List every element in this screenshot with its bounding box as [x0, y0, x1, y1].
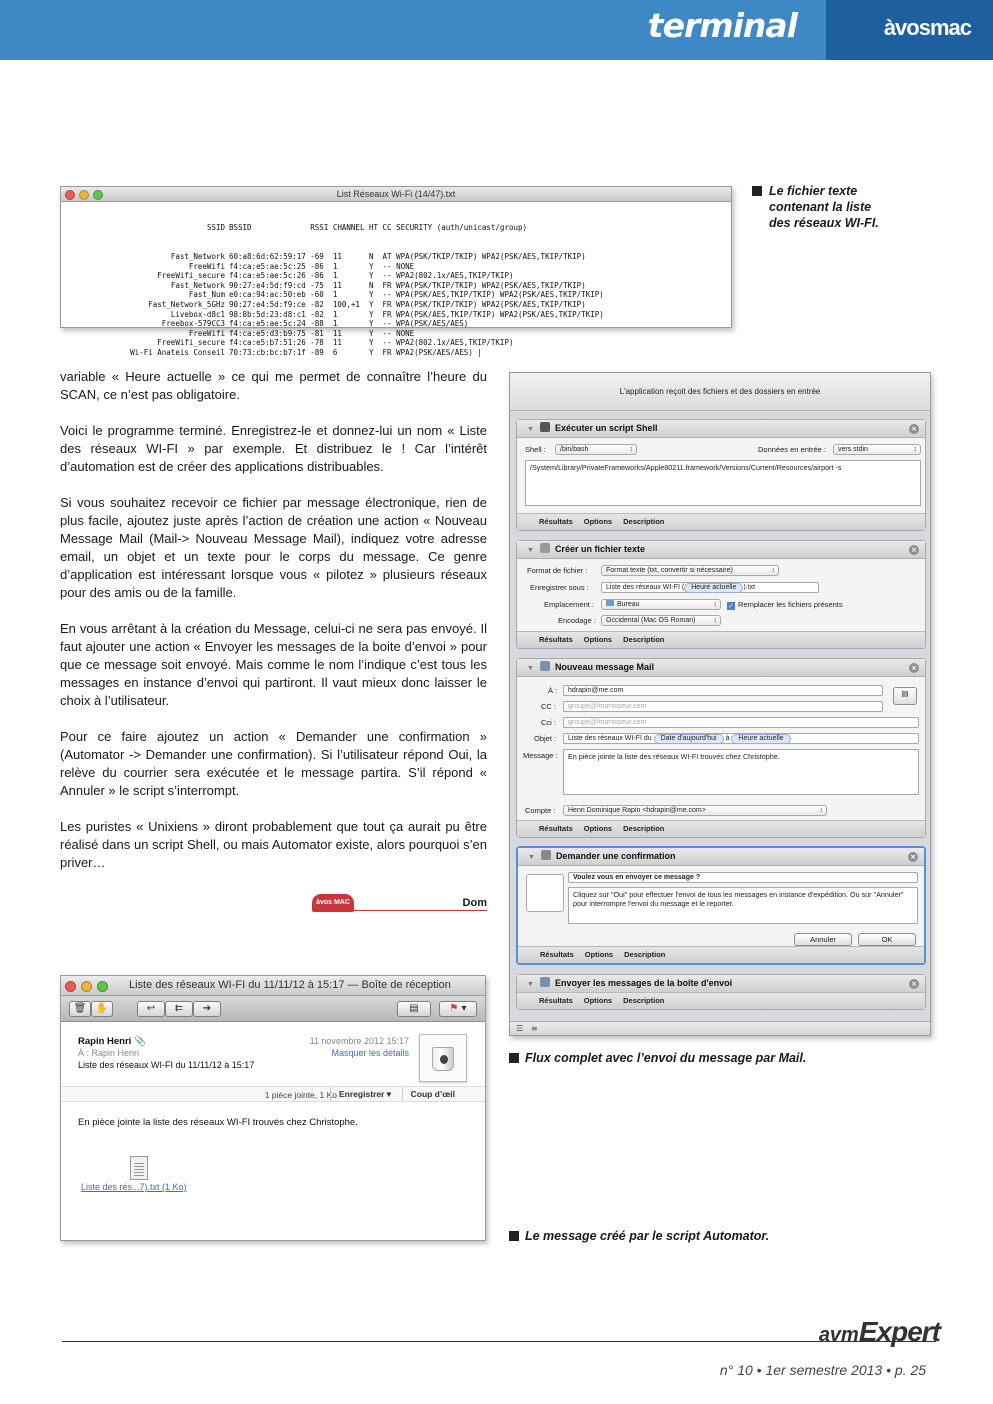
magazine-logo: avmExpert: [818, 1316, 940, 1347]
action-title-label: Envoyer les messages de la boîte d'envoi: [554, 978, 733, 988]
network-details-cell: e0:ca:94:ac:50:eb -60 1 Y -- WPA(PSK/AES,TKIP/TKIP) WPA2(PSK/AES,TKIP/TKIP): [229, 290, 604, 300]
network-details-cell: f4:ca:e5:d3:b9:75 -81 11 Y -- NONE: [229, 328, 415, 338]
footer-rule: [62, 1341, 936, 1342]
window-titlebar: [61, 976, 485, 996]
printer-icon: ▤: [409, 1003, 419, 1014]
scan-row: [67, 319, 725, 329]
junk-button[interactable]: [91, 1001, 113, 1017]
network-details-cell: f4:ca:e5:ae:5c:24 -88 1 Y -- WPA(PSK/AES/AES): [229, 319, 469, 329]
caption-text: Le message créé par le script Automator.: [525, 1229, 770, 1243]
date: 11 novembre 2012 15:17: [309, 1036, 409, 1046]
traffic-lights: [65, 981, 108, 992]
minimize-icon[interactable]: [79, 190, 89, 200]
mail-window: [60, 975, 486, 1241]
signature-logo: àvos MAC: [312, 894, 354, 912]
description-tab[interactable]: Description: [623, 635, 665, 644]
subject-mid: à: [725, 735, 730, 742]
minimize-icon[interactable]: [81, 981, 92, 992]
cc-label: CC :: [541, 702, 556, 711]
ssid-cell: FreeWifi: [188, 328, 225, 338]
attachment-link[interactable]: Liste des rés...7).txt (1 Ko): [81, 1182, 187, 1192]
account-label: Compte :: [525, 806, 556, 815]
save-as-suffix: ).txt: [743, 584, 756, 591]
scan-row: [67, 310, 725, 320]
ssid-cell: FreeWifi_secure: [157, 271, 225, 281]
options-tab[interactable]: Options: [583, 824, 613, 833]
ssid-cell: Fast_Num: [188, 290, 225, 300]
account-select[interactable]: Henri Dominique Rapin <hdrapin@me.com> ↕: [563, 805, 827, 816]
input-select[interactable]: vers stdin ↕: [833, 444, 921, 455]
close-icon[interactable]: [65, 190, 75, 200]
folder-icon: [606, 600, 614, 606]
brand-box: [826, 0, 993, 60]
message-header: [61, 1023, 485, 1091]
network-details-cell: f4:ca:e5:ae:5c:26 -86 1 Y -- WPA2(802.1x/AES,TKIP/TKIP): [229, 271, 514, 281]
paragraph: Voici le programme terminé. Enregistrez-le et donnez-lui un nom « Liste des réseaux WI-FI » par exemple. Et distribuez le ! Car l’intérêt d’automation est de créer des applications distribuables.: [60, 423, 487, 474]
print-button[interactable]: [397, 1001, 431, 1017]
forward-button[interactable]: [193, 1001, 221, 1017]
window-title: Liste des réseaux WI-FI du 11/11/12 à 15:17 — Boîte de réception: [129, 979, 451, 991]
action-run-shell-script[interactable]: [516, 419, 926, 531]
location-value: Bureau: [617, 601, 640, 608]
col-ssid-header: SSID: [206, 223, 225, 233]
paragraph: variable « Heure actuelle » ce qui me permet de connaître l’heure du SCAN, ce n’est pas obligatoire.: [60, 369, 487, 402]
paragraph: Si vous souhaitez recevoir ce fichier par message électronique, rien de plus facile, ajoutez juste après l’action de création une action « Nouveau Message Mail (Mail-> Nouveau Message Mail), indiquez votre adresse email, un objet et un texte pour le corps du message. Ce genre d’application est intéressant lorsque vous « pilotez » plusieurs réseaux pour des amis ou de la famille.: [60, 495, 487, 600]
scan-row: [67, 271, 725, 281]
author-signature: [304, 893, 487, 913]
scan-row: [67, 338, 725, 348]
caption-bullet: [509, 1231, 519, 1241]
scan-row: [67, 281, 725, 291]
col-rest-header: BSSID RSSI CHANNEL HT CC SECURITY (auth/unicast/group): [229, 223, 528, 233]
automator-window: [509, 372, 931, 1036]
signature-rule: [352, 910, 487, 911]
description-tab[interactable]: Description: [623, 824, 665, 833]
scan-row: [67, 262, 725, 272]
address-book-icon: ▤: [901, 689, 909, 698]
log-view-icon[interactable]: ≡: [530, 1024, 538, 1033]
text-file-icon[interactable]: [130, 1156, 148, 1180]
reply-button[interactable]: [137, 1001, 165, 1017]
scan-row: [67, 252, 725, 262]
action-title-label: Exécuter un script Shell: [554, 423, 658, 433]
checkmark-icon: ✓: [728, 603, 734, 610]
caption-bullet: [509, 1053, 519, 1063]
detail-textarea[interactable]: Cliquez sur "Oui" pour effectuer l'envoi de tous les messages en instance d'expédition. Ou sur "Annuler" pour interrompre l'envoi du message et le reporter.: [568, 887, 918, 924]
action-title: [517, 659, 925, 677]
action-create-text-file[interactable]: [516, 540, 926, 649]
list-view-icon[interactable]: ☰: [516, 1024, 524, 1033]
action-title: [517, 541, 925, 559]
remove-action-icon[interactable]: ×: [909, 663, 919, 673]
caption-line: contenant la liste: [769, 200, 872, 214]
caption-line: Le fichier texte: [769, 184, 858, 198]
figure3-caption: [509, 1229, 769, 1243]
message-textarea[interactable]: En pièce jointe la liste des réseaux WI-FI trouvés chez Christophe.: [563, 749, 919, 795]
save-as-prefix: Liste des réseaux WI-FI (: [606, 584, 685, 591]
results-tab[interactable]: Résultats: [539, 517, 573, 526]
options-tab[interactable]: Options: [583, 635, 613, 644]
scan-header: [67, 223, 725, 233]
replace-label: Remplacer les fichiers présents: [738, 600, 843, 609]
action-new-mail-message[interactable]: [516, 658, 926, 838]
action-footer: [517, 513, 925, 530]
issue-info: n° 10 • 1er semestre 2013 • p. 25: [719, 1362, 926, 1378]
paragraph: Pour ce faire ajoutez un action « Demander une confirmation » (Automator -> Demander une confirmation). Si l’utilisateur répond Oui, la relève du courrier sera exécutée et le message partira. S’il répond « Annuler » le script s’interrompt.: [60, 729, 487, 798]
mail-icon: [540, 977, 550, 987]
action-ask-confirmation[interactable]: [516, 846, 926, 965]
results-tab[interactable]: Résultats: [540, 950, 574, 959]
network-details-cell: 90:27:e4:5d:f9:ce -82 100,+1 Y FR WPA(PSK/TKIP/TKIP) WPA2(PSK/AES,TKIP/TKIP): [229, 299, 586, 309]
hide-details-link[interactable]: Masquer les détails: [331, 1048, 409, 1058]
traffic-lights: [65, 190, 103, 200]
sender-name[interactable]: Rapin Henri 📎: [78, 1036, 146, 1047]
bcc-label: Cci :: [541, 718, 556, 727]
encoding-label: Encodage :: [558, 616, 596, 625]
cancel-button[interactable]: Annuler: [794, 933, 852, 946]
bcc-field[interactable]: groupe@fournisseur.com: [563, 717, 919, 728]
subject-label: Objet :: [534, 734, 557, 743]
results-tab[interactable]: Résultats: [539, 824, 573, 833]
mug-icon: [432, 1047, 454, 1071]
options-tab[interactable]: Options: [583, 517, 613, 526]
caption-bullet: [752, 186, 762, 196]
subject: Liste des réseaux WI-FI du 11/11/12 à 15:17: [78, 1060, 255, 1070]
scan-output: [61, 202, 731, 379]
options-tab[interactable]: Options: [583, 996, 613, 1005]
mail-toolbar: [61, 996, 485, 1022]
action-footer: [518, 946, 924, 963]
paperclip-icon: 📎: [133, 1036, 146, 1047]
apple-logo-icon: [440, 1055, 448, 1064]
workflow-statusbar: [510, 1021, 930, 1035]
ssid-cell: Freebox-579CC3: [161, 319, 225, 329]
network-details-cell: 70:73:cb:bc:b7:1f -89 6 Y FR WPA2(PSK/AES/AES) |: [229, 347, 482, 357]
format-select[interactable]: Format texte (txt, convertir si nécessaire) ↕: [601, 565, 779, 576]
article-body: [60, 368, 487, 890]
textfile-window: [60, 186, 732, 357]
shell-label: Shell :: [525, 445, 546, 454]
action-title-label: Demander une confirmation: [555, 851, 676, 861]
textfile-icon: [540, 543, 550, 553]
ssid-cell: Fast_Network: [170, 280, 225, 290]
disclosure-triangle-icon[interactable]: ▼: [527, 547, 534, 554]
page-header: [0, 0, 993, 60]
variable-token[interactable]: Heure actuelle: [731, 734, 790, 744]
options-tab[interactable]: Options: [584, 950, 614, 959]
ssid-cell: Fast_Network_5GHz: [148, 299, 225, 309]
disclosure-triangle-icon[interactable]: ▼: [528, 854, 535, 861]
remove-action-icon[interactable]: ×: [909, 979, 919, 989]
scan-row: [67, 290, 725, 300]
network-details-cell: 90:27:e4:5d:f9:cd -75 11 N FR WPA(PSK/TKIP/TKIP) WPA2(PSK/AES,TKIP/TKIP): [229, 280, 586, 290]
to-field[interactable]: hdrapin@me.com: [563, 685, 883, 696]
caption-line: des réseaux WI-FI.: [769, 216, 879, 230]
trash-icon: 🗑: [73, 1003, 87, 1014]
ssid-cell: Fast_Network: [170, 251, 225, 261]
action-footer: [517, 820, 925, 837]
shell-select[interactable]: /bin/bash ↕: [555, 444, 637, 455]
close-icon[interactable]: [65, 981, 76, 992]
description-tab[interactable]: Description: [623, 517, 665, 526]
network-details-cell: 60:a8:6d:62:59:17 -69 11 N AT WPA(PSK/TKIP/TKIP) WPA2(PSK/AES,TKIP/TKIP): [229, 251, 586, 261]
action-title: [517, 420, 925, 438]
format-label: Format de fichier :: [527, 566, 588, 575]
remove-action-icon[interactable]: ×: [908, 852, 918, 862]
forward-icon: ➔: [202, 1003, 212, 1014]
disclosure-triangle-icon[interactable]: ▼: [527, 426, 534, 433]
ssid-cell: FreeWifi_secure: [157, 338, 225, 348]
description-tab[interactable]: Description: [623, 996, 665, 1005]
tools-icon: [541, 850, 551, 860]
attachment-bar: [61, 1086, 485, 1102]
disclosure-triangle-icon[interactable]: ▼: [527, 665, 534, 672]
mail-icon: [540, 661, 550, 671]
terminal-icon: [540, 422, 550, 432]
zoom-icon[interactable]: [97, 981, 108, 992]
action-title: [518, 848, 924, 866]
sender-photo: [419, 1034, 467, 1082]
flag-icon: ⚑: [449, 1003, 459, 1014]
network-details-cell: 98:8b:5d:23:d8:c1 -82 1 Y FR WPA(PSK/AES,TKIP/TKIP) WPA2(PSK/AES,TKIP/TKIP): [229, 309, 604, 319]
disclosure-triangle-icon[interactable]: ▼: [527, 981, 534, 988]
script-textarea[interactable]: /System/Library/PrivateFrameworks/Apple80211.framework/Versions/Current/Resources/airport -s: [525, 460, 921, 506]
location-label: Emplacement :: [544, 600, 595, 609]
save-as-label: Enregistrer sous :: [530, 583, 589, 592]
workflow-input-header: L'application reçoit des fichiers et des dossiers en entrée: [510, 373, 930, 411]
scan-row: [67, 329, 725, 339]
action-title-label: Créer un fichier texte: [554, 544, 645, 554]
replace-checkbox[interactable]: [727, 599, 843, 611]
remove-action-icon[interactable]: ×: [909, 424, 919, 434]
action-title-label: Nouveau message Mail: [554, 662, 654, 672]
encoding-select[interactable]: Occidental (Mac OS Roman) ↕: [601, 615, 721, 626]
automator-robot-icon: [526, 874, 564, 912]
action-footer: [517, 631, 925, 648]
location-select[interactable]: [601, 599, 721, 610]
results-tab[interactable]: Résultats: [539, 996, 573, 1005]
delete-button[interactable]: [69, 1001, 91, 1017]
remove-action-icon[interactable]: ×: [909, 545, 919, 555]
message-body: En pièce jointe la liste des réseaux WI-FI trouvés chez Christophe.: [78, 1117, 358, 1128]
thumbs-down-icon: ✋: [95, 1003, 109, 1014]
network-details-cell: f4:ca:e5:b7:51:26 -78 11 Y -- WPA2(802.1x/AES,TKIP/TKIP): [229, 338, 514, 348]
reply-all-icon: ⇇: [174, 1003, 184, 1014]
zoom-icon[interactable]: [93, 190, 103, 200]
ssid-cell: Livebox-d8c1: [170, 309, 225, 319]
scan-row: [67, 348, 725, 358]
cc-field[interactable]: groupe@fournisseur.com: [563, 701, 883, 712]
window-title: List Réseaux Wi-Fi (14/47).txt: [336, 189, 456, 199]
brand-logo: àvosmac: [883, 15, 971, 40]
subject-field[interactable]: [563, 733, 919, 744]
action-send-outgoing[interactable]: [516, 974, 926, 1010]
action-footer: [517, 992, 925, 1009]
figure1-caption: [752, 183, 912, 230]
window-titlebar: [61, 187, 731, 202]
reply-all-button[interactable]: [165, 1001, 193, 1017]
reply-icon: ↩: [146, 1003, 156, 1014]
to-label: À :: [548, 686, 558, 695]
save-as-field[interactable]: [601, 582, 819, 593]
save-attachment-button[interactable]: Enregistrer ▾: [330, 1087, 399, 1102]
figure2-caption: [509, 1051, 806, 1065]
subject-prefix: Liste des réseaux WI-FI du: [568, 735, 652, 742]
variable-token[interactable]: Heure actuelle: [684, 583, 743, 593]
ok-button[interactable]: OK: [858, 933, 916, 946]
quick-look-button[interactable]: Coup d’œil: [402, 1087, 463, 1102]
description-tab[interactable]: Description: [624, 950, 666, 959]
paragraph: En vous arrêtant à la création du Message, celui-ci ne sera pas envoyé. Il faut ajouter une action « Envoyer les messages de la boite d’envoi » pour que ce message soit envoyé. Mais comme le nom l’indique c’est tous les messages en instance d’envoi qui partiront. Il vaut mieux donc laisser le choix à l’utilisateur.: [60, 621, 487, 708]
input-label: Données en entrée :: [758, 445, 826, 454]
ssid-cell: FreeWifi: [188, 261, 225, 271]
message-label: Message :: [523, 751, 558, 760]
attachment-count: 1 pièce jointe, 1 Ko: [264, 1090, 337, 1100]
action-title: [517, 975, 925, 993]
ssid-cell: Wi-Fi Anateis Conseil: [130, 347, 225, 357]
signature-name: Dom: [462, 897, 487, 909]
question-field[interactable]: Voulez vous en envoyer ce message ?: [568, 872, 918, 883]
variable-token[interactable]: Date d'aujourd'hui: [654, 734, 724, 744]
paragraph: Les puristes « Unixiens » diront probablement que tout ça aurait pu être réalisé dans un script Shell, ou mais Automator existe, alors pourquoi s’en priver…: [60, 819, 487, 870]
address-book-button[interactable]: [893, 687, 917, 705]
caption-text: Flux complet avec l’envoi du message par Mail.: [525, 1051, 807, 1065]
results-tab[interactable]: Résultats: [539, 635, 573, 644]
section-title: terminal: [647, 6, 797, 45]
network-details-cell: f4:ca:e5:ae:5c:25 -86 1 Y -- NONE: [229, 261, 415, 271]
recipient: À : Rapin Henri: [78, 1048, 140, 1058]
flag-button[interactable]: ⚑ ▾: [439, 1001, 477, 1017]
scan-row: [67, 300, 725, 310]
